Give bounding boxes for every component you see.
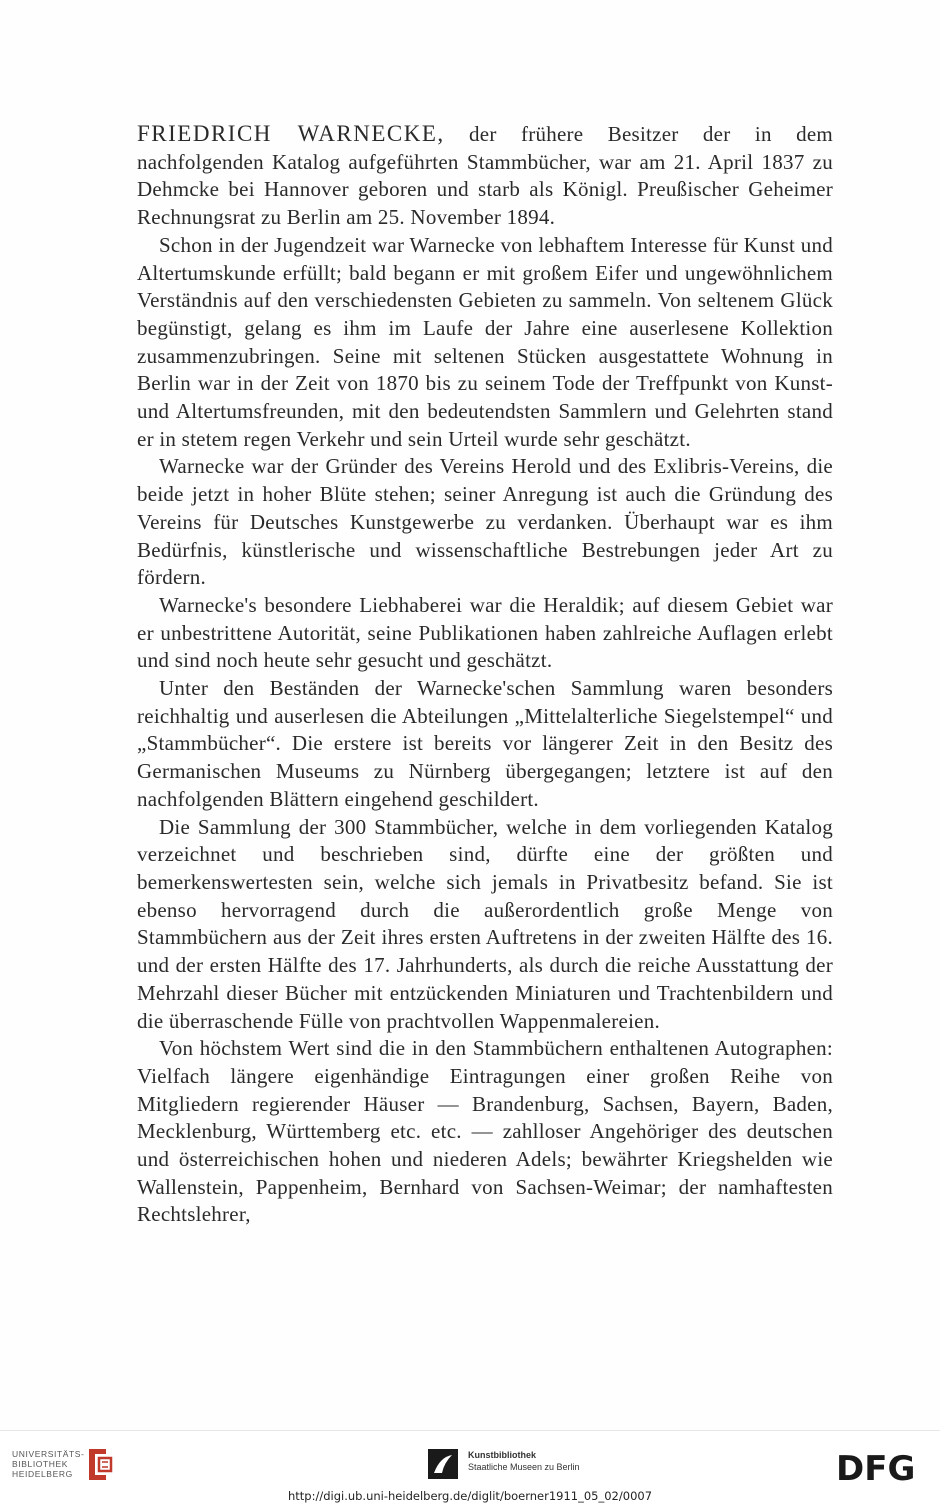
kunstbibliothek-logo-icon[interactable]	[426, 1447, 460, 1481]
paragraph-1-text: der frühere Besitzer der in dem nachfolgenden Katalog aufgeführten Stammbücher, war am 21. April 1837 zu Dehmcke bei Hannover geboren und starb als Königl. Preußischer Geheimer Rechnungsrat zu Berlin am 25. November 1894.	[137, 122, 833, 230]
ub-heidelberg-wordmark[interactable]	[12, 1449, 87, 1479]
kb-name: Kunstbibliothek	[468, 1450, 536, 1460]
paragraph-5: Unter den Beständen der Warnecke'schen Sammlung waren besonders reichhaltig und auserlesen die Abteilungen „Mittelalterliche Siegelstempel“ und „Stammbücher“. Die erstere ist bereits vor längerer Zeit in den Besitz des Germanischen Museums zu Nürnberg übergegangen; letztere ist auf den nachfolgenden Blättern eingehend geschildert.	[137, 676, 833, 811]
ub-line-1: UNIVERSITÄTS-	[12, 1449, 85, 1459]
paragraph-3: Warnecke war der Gründer des Vereins Herold und des Exlibris-Vereins, die beide jetzt in hoher Blüte stehen; seiner Anregung ist auch die Gründung des Vereins für Deutsches Kunstgewerbe zu verdanken. Überhaupt war es ihm Bedürfnis, künstlerische und wissenschaftliche Bestrebungen jeder Art zu fördern.	[137, 454, 833, 590]
paragraph-6: Die Sammlung der 300 Stammbücher, welche in dem vorliegenden Katalog verzeichnet und beschrieben sind, dürfte eine der größten und bemerkenswertesten sein, welche sich jemals in Privatbesitz befand. Sie ist ebenso hervorragend durch die außerordentlich große Menge von Stammbüchern aus der Zeit ihres ersten Auftretens in der zweiten Hälfte des 16. und der ersten Hälfte des 17. Jahrhunderts, als durch die reiche Ausstattung der Mehrzahl dieser Bücher mit entzückenden Miniaturen und Trachtenbildern und die überraschende Fülle von prachtvollen Wappenmalereien.	[137, 814, 833, 1033]
ub-line-3: HEIDELBERG	[12, 1469, 73, 1479]
author-name: FRIEDRICH WARNECKE,	[137, 121, 445, 146]
footer-bar	[0, 1430, 940, 1507]
ub-line-2: BIBLIOTHEK	[12, 1459, 69, 1469]
dfg-label: DFG	[836, 1449, 916, 1485]
body-text	[137, 120, 833, 1229]
dfg-logo-icon[interactable]	[836, 1449, 926, 1485]
paragraph-2: Schon in der Jugendzeit war Warnecke von lebhaftem Interesse für Kunst und Altertumskunde erfüllt; bald begann er mit großem Eifer und ungewöhnlichem Verständnis auf den verschiedensten Gebieten zu sammeln. Von seltenem Glück begünstigt, gelang es ihm im Laufe der Jahre eine auserlesene Kollektion zusammenzubringen. Seine mit seltenen Stücken ausgestattete Wohnung in Berlin war in der Zeit von 1870 bis zu seinem Tode der Treffpunkt von Kunst- und Altertumsfreunden, mit den bedeutendsten Sammlern und Gelehrten stand er in stetem regen Verkehr und sein Urteil wurde sehr geschätzt.	[137, 232, 833, 451]
permalink-url[interactable]: http://digi.ub.uni-heidelberg.de/diglit/boerner1911_05_02/0007	[287, 1489, 653, 1503]
paragraph-1	[137, 120, 833, 232]
paragraph-7: Von höchstem Wert sind die in den Stammbüchern enthaltenen Autographen: Vielfach längere eigenhändige Eintragungen einer großen Reihe von Mitgliedern regierender Häuser — Brandenburg, Sachsen, Bayern, Baden, Mecklenburg, Württemberg etc. etc. — zahlloser Angehöriger des deutschen und österreichischen hohen und niederen Adels; bewährter Kriegshelden wie Wallenstein, Pappenheim, Bernhard von Sachsen-Weimar; der namhaftesten Rechtslehrer,	[137, 1036, 833, 1227]
kb-sub: Staatliche Museen zu Berlin	[468, 1462, 580, 1472]
ub-heidelberg-logo-icon[interactable]	[86, 1445, 114, 1483]
paragraph-4: Warnecke's besondere Liebhaberei war die Heraldik; auf diesem Gebiet war er unbestrittene Autorität, seine Publikationen haben zahlreiche Auflagen erlebt und sind noch heute sehr gesucht und geschätzt.	[137, 592, 833, 673]
kunstbibliothek-wordmark	[468, 1449, 580, 1473]
